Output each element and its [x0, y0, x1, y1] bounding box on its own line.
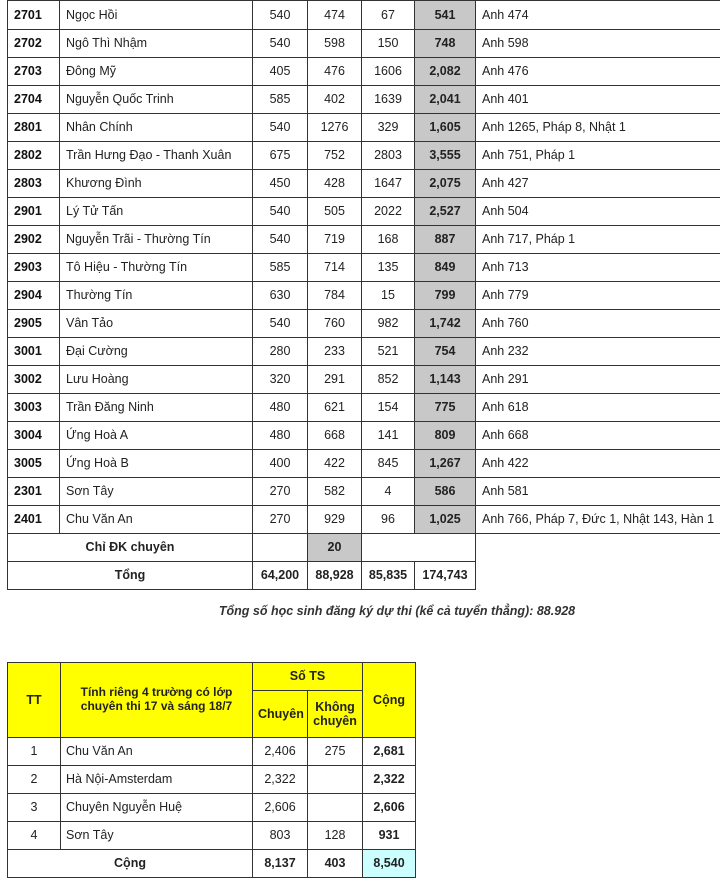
total-value: 2,075 — [415, 170, 476, 198]
languages-value: Anh 598 — [476, 30, 720, 58]
table-row — [8, 478, 720, 506]
non-gifted-value: 1276 — [308, 114, 362, 142]
non-gifted-value: 598 — [308, 30, 362, 58]
non-gifted-value: 233 — [308, 338, 362, 366]
gifted-value: 1647 — [362, 170, 415, 198]
gifted-value: 141 — [362, 422, 415, 450]
quota-value: 405 — [253, 58, 308, 86]
total-value: 799 — [415, 282, 476, 310]
school-name: Thường Tín — [60, 282, 253, 310]
school-name: Ngô Thì Nhậm — [60, 30, 253, 58]
quota-value: 675 — [253, 142, 308, 170]
gifted-value: 329 — [362, 114, 415, 142]
school-code: 3004 — [8, 422, 60, 450]
quota-value: 480 — [253, 422, 308, 450]
gifted-value: 2022 — [362, 198, 415, 226]
languages-value: Anh 1265, Pháp 8, Nhật 1 — [476, 114, 720, 142]
school-code: 2904 — [8, 282, 60, 310]
gifted-value: 845 — [362, 450, 415, 478]
school-code: 2704 — [8, 86, 60, 114]
school-code: 3001 — [8, 338, 60, 366]
khong-chuyen-value: 275 — [308, 738, 363, 766]
total-value: 887 — [415, 226, 476, 254]
school-name: Đông Mỹ — [60, 58, 253, 86]
school-name: Trần Đăng Ninh — [60, 394, 253, 422]
school-name: Chu Văn An — [61, 738, 253, 766]
quota-value: 540 — [253, 310, 308, 338]
non-gifted-value: 402 — [308, 86, 362, 114]
school-name: Sơn Tây — [60, 478, 253, 506]
total-label: Tổng — [8, 562, 253, 590]
school-name: Ứng Hoà A — [60, 422, 253, 450]
table-row — [8, 738, 416, 766]
languages-value: Anh 291 — [476, 366, 720, 394]
quota-value: 280 — [253, 338, 308, 366]
table-row — [8, 114, 720, 142]
header-so-ts: Số TS — [253, 663, 363, 691]
non-gifted-value: 428 — [308, 170, 362, 198]
blank-cell — [476, 562, 720, 590]
languages-value: Anh 427 — [476, 170, 720, 198]
blank-cell — [476, 534, 720, 562]
table-row — [8, 58, 720, 86]
total-value: 2,527 — [415, 198, 476, 226]
non-gifted-value: 474 — [308, 1, 362, 30]
cong-value: 2,681 — [363, 738, 416, 766]
gifted-value: 150 — [362, 30, 415, 58]
school-code: 3005 — [8, 450, 60, 478]
gifted-value: 15 — [362, 282, 415, 310]
table-row — [8, 794, 416, 822]
school-name: Ứng Hoà B — [60, 450, 253, 478]
chuyen-value: 2,406 — [253, 738, 308, 766]
quota-value: 540 — [253, 226, 308, 254]
total-non-gifted: 88,928 — [308, 562, 362, 590]
table-row — [8, 282, 720, 310]
gifted-value: 67 — [362, 1, 415, 30]
total-value: 2,082 — [415, 58, 476, 86]
languages-value: Anh 504 — [476, 198, 720, 226]
school-code: 2301 — [8, 478, 60, 506]
gifted-value: 1606 — [362, 58, 415, 86]
table-row — [8, 142, 720, 170]
quota-value: 400 — [253, 450, 308, 478]
total-value: 1,742 — [415, 310, 476, 338]
school-name: Ngọc Hồi — [60, 1, 253, 30]
total-value: 1,025 — [415, 506, 476, 534]
quota-value: 540 — [253, 114, 308, 142]
total-value: 748 — [415, 30, 476, 58]
total-value: 1,605 — [415, 114, 476, 142]
non-gifted-value: 784 — [308, 282, 362, 310]
non-gifted-value: 714 — [308, 254, 362, 282]
gifted-value: 4 — [362, 478, 415, 506]
school-name: Trần Hưng Đạo - Thanh Xuân — [60, 142, 253, 170]
school-name: Chuyên Nguyễn Huệ — [61, 794, 253, 822]
table-row — [8, 254, 720, 282]
school-code: 2901 — [8, 198, 60, 226]
school-name: Lưu Hoàng — [60, 366, 253, 394]
header-chuyen: Chuyên — [253, 691, 308, 738]
empty-cell — [362, 534, 476, 562]
school-code: 2802 — [8, 142, 60, 170]
gifted-value: 2803 — [362, 142, 415, 170]
total-value: 586 — [415, 478, 476, 506]
quota-value: 540 — [253, 198, 308, 226]
quota-value: 480 — [253, 394, 308, 422]
total-value: 754 — [415, 338, 476, 366]
header-khong-chuyen: Không chuyên — [308, 691, 363, 738]
quota-value: 270 — [253, 506, 308, 534]
gifted-only-value: 20 — [308, 534, 362, 562]
school-code: 3002 — [8, 366, 60, 394]
school-total-khong-chuyen: 403 — [308, 850, 363, 878]
total-value: 3,555 — [415, 142, 476, 170]
school-name: Hà Nội-Amsterdam — [61, 766, 253, 794]
school-code: 2905 — [8, 310, 60, 338]
row-number: 2 — [8, 766, 61, 794]
chuyen-value: 803 — [253, 822, 308, 850]
total-registered-note: Tổng số học sinh đăng ký dự thi (kể cả tuyển thẳng): 88.928 — [218, 604, 576, 618]
total-value: 1,267 — [415, 450, 476, 478]
total-value: 1,143 — [415, 366, 476, 394]
cong-value: 2,606 — [363, 794, 416, 822]
table-row — [8, 766, 416, 794]
khong-chuyen-value: 128 — [308, 822, 363, 850]
school-code: 3003 — [8, 394, 60, 422]
gifted-value: 168 — [362, 226, 415, 254]
school-name: Chu Văn An — [60, 506, 253, 534]
school-name: Nguyễn Trãi - Thường Tín — [60, 226, 253, 254]
school-name: Khương Đình — [60, 170, 253, 198]
cong-value: 2,322 — [363, 766, 416, 794]
languages-value: Anh 232 — [476, 338, 720, 366]
school-code: 2803 — [8, 170, 60, 198]
gifted-value: 982 — [362, 310, 415, 338]
registration-table — [7, 0, 720, 590]
languages-value: Anh 422 — [476, 450, 720, 478]
quota-value: 270 — [253, 478, 308, 506]
gifted-value: 154 — [362, 394, 415, 422]
school-total-cong: 8,540 — [363, 850, 416, 878]
total-value: 541 — [415, 1, 476, 30]
table-row — [8, 338, 720, 366]
non-gifted-value: 668 — [308, 422, 362, 450]
school-code: 2703 — [8, 58, 60, 86]
table-row — [8, 422, 720, 450]
non-gifted-value: 760 — [308, 310, 362, 338]
total-value: 849 — [415, 254, 476, 282]
school-name: Vân Tảo — [60, 310, 253, 338]
languages-value: Anh 401 — [476, 86, 720, 114]
chuyen-value: 2,606 — [253, 794, 308, 822]
khong-chuyen-value — [308, 766, 363, 794]
table-row — [8, 506, 720, 534]
school-name: Đại Cường — [60, 338, 253, 366]
quota-value: 450 — [253, 170, 308, 198]
cong-value: 931 — [363, 822, 416, 850]
quota-value: 585 — [253, 86, 308, 114]
languages-value: Anh 668 — [476, 422, 720, 450]
table-row — [8, 366, 720, 394]
table-row — [8, 310, 720, 338]
languages-value: Anh 713 — [476, 254, 720, 282]
school-name: Sơn Tây — [61, 822, 253, 850]
table-row — [8, 394, 720, 422]
chuyen-value: 2,322 — [253, 766, 308, 794]
non-gifted-value: 752 — [308, 142, 362, 170]
languages-value: Anh 779 — [476, 282, 720, 310]
languages-value: Anh 751, Pháp 1 — [476, 142, 720, 170]
school-code: 2903 — [8, 254, 60, 282]
header-tt: TT — [8, 663, 61, 738]
school-name: Nhân Chính — [60, 114, 253, 142]
languages-value: Anh 476 — [476, 58, 720, 86]
total-value: 809 — [415, 422, 476, 450]
gifted-schools-body — [8, 738, 416, 878]
gifted-only-row — [8, 534, 720, 562]
quota-value: 320 — [253, 366, 308, 394]
gifted-value: 135 — [362, 254, 415, 282]
header-cong: Cộng — [363, 663, 416, 738]
table-row — [8, 822, 416, 850]
row-number: 3 — [8, 794, 61, 822]
languages-value: Anh 766, Pháp 7, Đức 1, Nhật 143, Hàn 1 — [476, 506, 720, 534]
gifted-value: 852 — [362, 366, 415, 394]
table-row — [8, 198, 720, 226]
school-code: 2801 — [8, 114, 60, 142]
gifted-value: 96 — [362, 506, 415, 534]
non-gifted-value: 505 — [308, 198, 362, 226]
school-code: 2401 — [8, 506, 60, 534]
quota-value: 630 — [253, 282, 308, 310]
school-name: Nguyễn Quốc Trinh — [60, 86, 253, 114]
total-value: 2,041 — [415, 86, 476, 114]
table-row — [8, 170, 720, 198]
languages-value: Anh 581 — [476, 478, 720, 506]
grand-total: 174,743 — [415, 562, 476, 590]
gifted-only-label: Chỉ ĐK chuyên — [8, 534, 253, 562]
table-row — [8, 86, 720, 114]
total-row — [8, 562, 720, 590]
gifted-value: 1639 — [362, 86, 415, 114]
non-gifted-value: 476 — [308, 58, 362, 86]
row-number: 4 — [8, 822, 61, 850]
registration-table-body — [8, 1, 720, 590]
header-school-name: Tính riêng 4 trường có lớp chuyên thi 17 và sáng 18/7 — [61, 663, 253, 738]
total-value: 775 — [415, 394, 476, 422]
table-row — [8, 450, 720, 478]
school-code: 2701 — [8, 1, 60, 30]
school-code: 2902 — [8, 226, 60, 254]
languages-value: Anh 474 — [476, 1, 720, 30]
non-gifted-value: 621 — [308, 394, 362, 422]
school-total-row — [8, 850, 416, 878]
table-row — [8, 1, 720, 30]
table-row — [8, 30, 720, 58]
gifted-schools-table — [7, 662, 416, 878]
non-gifted-value: 582 — [308, 478, 362, 506]
non-gifted-value: 719 — [308, 226, 362, 254]
row-number: 1 — [8, 738, 61, 766]
languages-value: Anh 618 — [476, 394, 720, 422]
total-gifted: 85,835 — [362, 562, 415, 590]
school-total-chuyen: 8,137 — [253, 850, 308, 878]
school-name: Lý Tử Tấn — [60, 198, 253, 226]
total-quota: 64,200 — [253, 562, 308, 590]
school-name: Tô Hiệu - Thường Tín — [60, 254, 253, 282]
non-gifted-value: 291 — [308, 366, 362, 394]
quota-value: 540 — [253, 30, 308, 58]
table-row — [8, 226, 720, 254]
quota-value: 585 — [253, 254, 308, 282]
languages-value: Anh 760 — [476, 310, 720, 338]
school-code: 2702 — [8, 30, 60, 58]
non-gifted-value: 422 — [308, 450, 362, 478]
khong-chuyen-value — [308, 794, 363, 822]
languages-value: Anh 717, Pháp 1 — [476, 226, 720, 254]
gifted-value: 521 — [362, 338, 415, 366]
empty-cell — [253, 534, 308, 562]
school-total-label: Cộng — [8, 850, 253, 878]
quota-value: 540 — [253, 1, 308, 30]
non-gifted-value: 929 — [308, 506, 362, 534]
